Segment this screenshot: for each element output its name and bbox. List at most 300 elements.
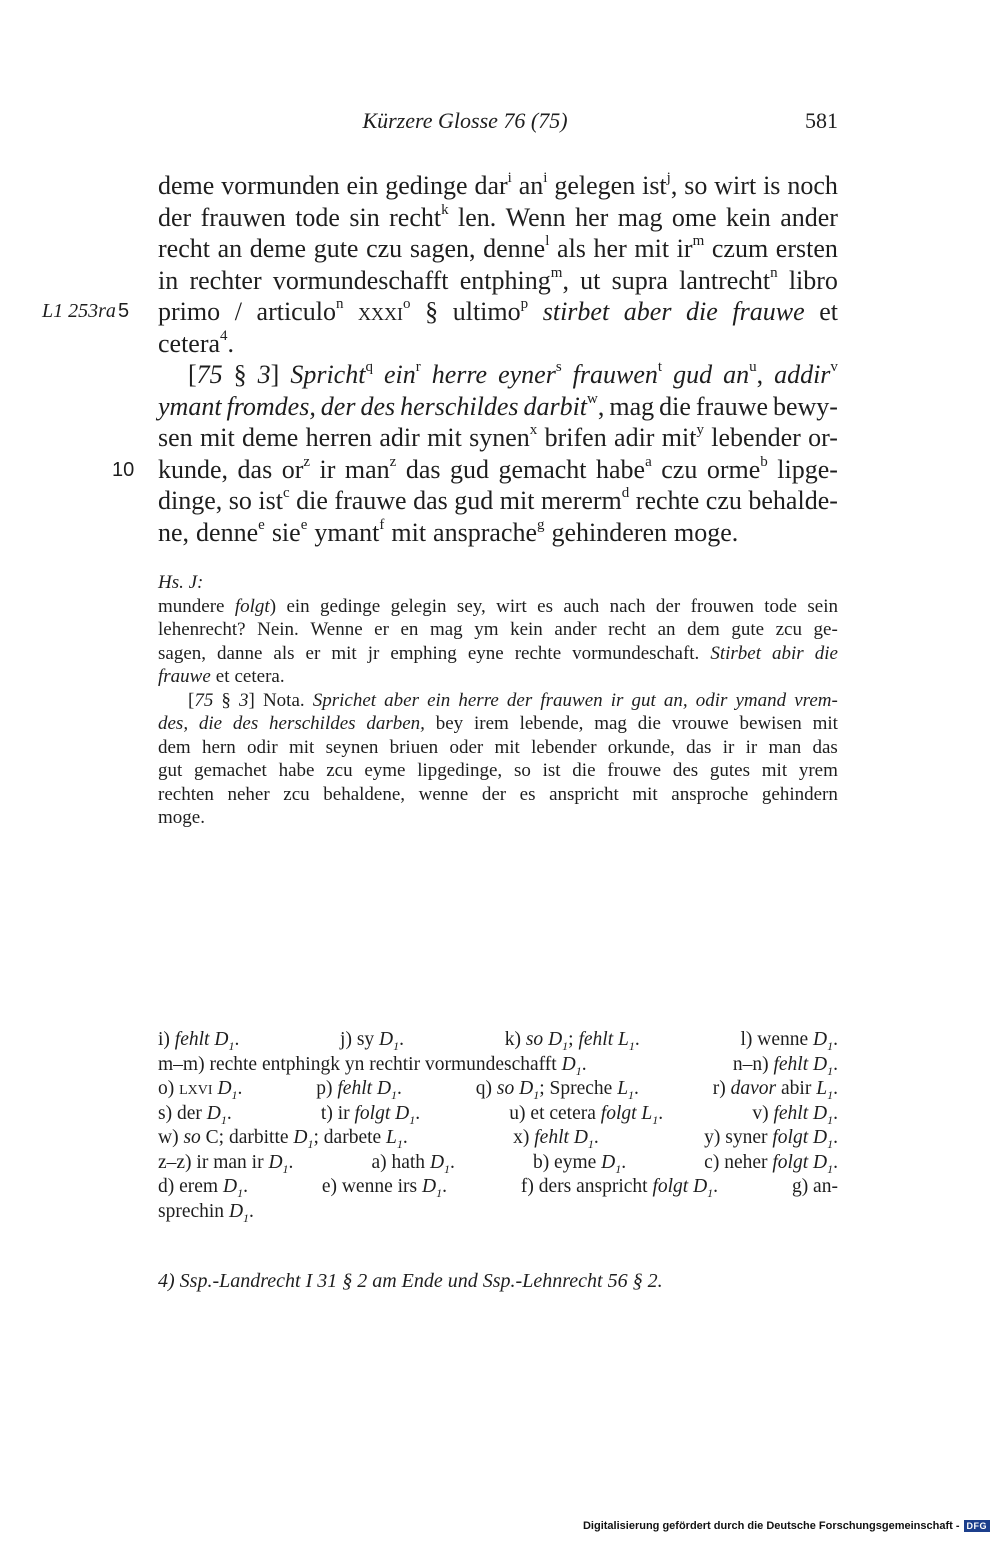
variant-line bbox=[158, 618, 838, 642]
word: cetera. bbox=[234, 666, 285, 687]
word: mit bbox=[427, 423, 462, 452]
word: des, bbox=[158, 713, 189, 734]
word: mit$^y$ bbox=[661, 422, 704, 452]
word: vrem- bbox=[794, 689, 838, 711]
word: fromdes, bbox=[226, 391, 316, 421]
word: denne$^l$ bbox=[483, 233, 550, 263]
text-line bbox=[158, 202, 838, 234]
text-line bbox=[158, 296, 838, 328]
word: sie$^e$ bbox=[271, 516, 308, 547]
word: 3] bbox=[257, 360, 280, 389]
word: moge. bbox=[158, 807, 205, 828]
word: sey, bbox=[456, 595, 486, 617]
variant-line bbox=[158, 642, 838, 666]
word: das bbox=[686, 736, 712, 758]
word: emphing bbox=[390, 642, 457, 664]
word: lehenrecht? bbox=[158, 619, 246, 640]
word: die bbox=[198, 713, 223, 734]
word: so bbox=[684, 171, 708, 200]
word: bewy- bbox=[772, 391, 838, 421]
word: herschildes bbox=[400, 391, 519, 421]
word: er bbox=[305, 642, 321, 664]
variant-line bbox=[158, 736, 838, 760]
word: der bbox=[506, 689, 533, 711]
apparatus-entry: c) neher folgt $D_1$. bbox=[704, 1151, 838, 1176]
apparatus-row bbox=[158, 1028, 838, 1053]
word: czum bbox=[711, 234, 769, 263]
word: als bbox=[557, 234, 586, 263]
word: herre bbox=[431, 360, 488, 389]
word: anspricht bbox=[549, 783, 619, 805]
word: dem bbox=[687, 619, 720, 640]
word: articulo$^n$ bbox=[256, 296, 344, 326]
word: nach bbox=[609, 595, 646, 617]
apparatus-entry: w) so C; darbitte $D_1$; darbete $L_1$. bbox=[158, 1127, 408, 1151]
text-line bbox=[158, 454, 838, 486]
apparatus-entry: s) der $D_1$. bbox=[158, 1102, 232, 1127]
word: die bbox=[814, 642, 838, 664]
word: gemachet bbox=[194, 760, 267, 781]
word: gemacht bbox=[498, 454, 587, 484]
word: mundere bbox=[158, 595, 225, 617]
word: mit bbox=[632, 783, 658, 805]
variant-line bbox=[158, 783, 838, 807]
word: gehinderen bbox=[551, 517, 667, 547]
word: czu bbox=[366, 234, 403, 263]
word: ein$^r$ bbox=[383, 359, 421, 389]
word: herre bbox=[458, 689, 499, 711]
word: eyme bbox=[364, 760, 406, 781]
apparatus-row bbox=[158, 1151, 838, 1176]
word: tode bbox=[295, 202, 340, 232]
word: § bbox=[233, 360, 247, 389]
variant-line bbox=[158, 595, 838, 619]
text-line bbox=[158, 328, 838, 360]
word: mit bbox=[761, 760, 788, 781]
word: der bbox=[655, 595, 681, 617]
apparatus-entry: q) so $D_1$; Spreche $L_1$. bbox=[475, 1078, 639, 1102]
word: ist$^j$, bbox=[642, 170, 678, 200]
word: en bbox=[400, 619, 419, 640]
word: an, bbox=[663, 689, 688, 711]
word: addir$^v$ bbox=[774, 359, 838, 389]
word: frouwen bbox=[690, 595, 754, 617]
word: gelegen bbox=[554, 171, 636, 200]
word: kunde, bbox=[158, 454, 229, 484]
word: ym bbox=[474, 619, 499, 640]
word: deme bbox=[158, 171, 215, 200]
word: zcu bbox=[775, 619, 802, 640]
word: darbit$^w$, bbox=[523, 390, 605, 421]
apparatus-entry: d) erem $D_1$. bbox=[158, 1176, 248, 1200]
word: czu bbox=[705, 486, 742, 515]
word: Nota. bbox=[262, 689, 305, 711]
word: $or^z$ bbox=[281, 453, 311, 484]
apparatus-entry: b) eyme $D_1$. bbox=[532, 1151, 627, 1176]
text-line bbox=[158, 359, 838, 391]
apparatus-entry: y) syner folgt $D_1$. bbox=[704, 1127, 838, 1151]
word: kein bbox=[510, 619, 543, 640]
credit-text: Digitalisierung gefördert durch die Deutsche Forschungsgemeinschaft - bbox=[582, 1520, 960, 1532]
word: ne, bbox=[158, 517, 190, 547]
word: die bbox=[296, 486, 328, 515]
word: irem bbox=[473, 713, 509, 734]
word: frauwe bbox=[732, 297, 805, 326]
word: sagen, bbox=[409, 234, 476, 263]
word: briuen bbox=[389, 736, 439, 758]
word: mit bbox=[200, 423, 235, 452]
word: lipge- bbox=[777, 454, 838, 484]
word: her bbox=[593, 234, 627, 263]
word: vrouwe bbox=[671, 713, 729, 734]
word: folgt) bbox=[234, 595, 277, 617]
word: [75 bbox=[188, 360, 223, 389]
apparatus-entry: p) fehlt $D_1$. bbox=[316, 1078, 402, 1102]
word: des bbox=[360, 391, 396, 421]
text-line bbox=[158, 517, 838, 549]
word: mit bbox=[499, 486, 535, 515]
word: orme$^b$ bbox=[706, 453, 768, 484]
word: len. bbox=[458, 202, 497, 232]
variant-line bbox=[158, 712, 838, 736]
apparatus-entry: k) so $D_1$; fehlt $L_1$. bbox=[504, 1029, 640, 1053]
word: eyne bbox=[467, 642, 504, 664]
word: gud bbox=[673, 360, 713, 389]
word: zcu bbox=[326, 760, 353, 781]
word: abir bbox=[772, 642, 804, 664]
word: dem bbox=[158, 736, 191, 758]
word: gelegin bbox=[390, 595, 447, 617]
word: gut bbox=[158, 760, 183, 781]
word: ein bbox=[427, 689, 451, 711]
word: vormundeschaft. bbox=[572, 642, 700, 664]
word: noch bbox=[787, 171, 838, 200]
word: mag bbox=[609, 391, 655, 421]
word: $an^u$, bbox=[723, 359, 764, 389]
apparatus-entry: x) fehlt $D_1$. bbox=[513, 1127, 599, 1151]
word: wirt bbox=[496, 595, 527, 617]
word: moge. bbox=[674, 517, 739, 547]
text-line bbox=[158, 485, 838, 517]
word: der bbox=[320, 391, 356, 421]
word: die bbox=[637, 713, 661, 734]
word: behaldene, bbox=[323, 783, 406, 805]
word: xxxi$^o$ bbox=[358, 296, 411, 326]
word: danne bbox=[217, 642, 263, 664]
text-line bbox=[158, 233, 838, 265]
word: rechten bbox=[158, 783, 214, 805]
apparatus-entry: r) davor abir $L_1$. bbox=[712, 1078, 838, 1102]
apparatus-entry: e) wenne irs $D_1$. bbox=[321, 1176, 447, 1200]
word: ander bbox=[554, 619, 597, 640]
word: so bbox=[228, 486, 252, 515]
variant-text-block bbox=[158, 571, 838, 830]
apparatus-row bbox=[158, 1053, 838, 1078]
word: ge- bbox=[813, 619, 838, 640]
apparatus-entry: i) fehlt $D_1$. bbox=[158, 1029, 240, 1053]
word: bey bbox=[435, 713, 464, 734]
line-number-10: 10 bbox=[112, 459, 135, 481]
word: sen bbox=[158, 423, 193, 452]
word: frauwen bbox=[540, 689, 603, 711]
apparatus-entry: m–m) rechte entphingk yn rechtir vormundeschafft $D_1$. bbox=[158, 1053, 587, 1078]
apparatus-entry: o) lxvi $D_1$. bbox=[158, 1078, 243, 1102]
word: yrem bbox=[798, 760, 838, 781]
word: recht$^k$ bbox=[389, 201, 449, 232]
word: et bbox=[215, 666, 230, 687]
word: mit bbox=[331, 642, 357, 664]
word: orkunde, bbox=[607, 736, 675, 758]
footnote: 4) Ssp.-Landrecht I 31 § 2 am Ende und Ssp.-Lehnrecht 56 § 2. bbox=[158, 1270, 663, 1292]
apparatus-entry: sprechin $D_1$. bbox=[158, 1200, 254, 1225]
word: ansprache$^g$ bbox=[433, 516, 545, 547]
apparatus-entry: l) wenne $D_1$. bbox=[740, 1029, 838, 1053]
word: frouwe bbox=[607, 760, 662, 781]
word: frauwe bbox=[334, 486, 407, 515]
word: auch bbox=[563, 595, 600, 617]
word: mit bbox=[391, 517, 427, 547]
word: ut bbox=[580, 265, 601, 295]
word: habe$^a$ bbox=[596, 453, 652, 484]
word: § bbox=[221, 689, 231, 711]
word: mit bbox=[288, 736, 315, 758]
word: sein bbox=[807, 595, 838, 617]
word: gud bbox=[454, 486, 494, 515]
word: darben, bbox=[366, 713, 425, 734]
word: ander bbox=[780, 202, 838, 232]
word: lebende, bbox=[519, 713, 584, 734]
word: rechter bbox=[189, 265, 262, 295]
word: vormundeschafft bbox=[272, 265, 449, 295]
word: ymant bbox=[158, 391, 222, 421]
word: wirt bbox=[714, 171, 757, 200]
word: man bbox=[768, 736, 802, 758]
word: habe bbox=[278, 760, 315, 781]
word: eyner$^s$ bbox=[498, 359, 562, 389]
text-line bbox=[158, 391, 838, 423]
variant-line bbox=[158, 689, 838, 713]
text-line bbox=[158, 170, 838, 202]
word: et bbox=[819, 297, 838, 326]
word: deme bbox=[249, 234, 307, 263]
word: Wenne bbox=[310, 619, 363, 640]
word: mag bbox=[617, 202, 663, 232]
word: mit bbox=[634, 234, 670, 263]
variant-line bbox=[158, 759, 838, 783]
word: an bbox=[657, 619, 676, 640]
word: ir bbox=[745, 736, 758, 758]
word: synen$^x$ bbox=[469, 422, 538, 452]
word: czu bbox=[661, 454, 698, 484]
word: hern bbox=[202, 736, 236, 758]
word: gedinge bbox=[385, 171, 468, 200]
word: herren bbox=[305, 423, 373, 452]
word: odir bbox=[247, 736, 278, 758]
word: tode bbox=[764, 595, 797, 617]
word: in bbox=[158, 265, 179, 295]
word: mag bbox=[429, 619, 463, 640]
word: ansproche bbox=[671, 783, 749, 805]
word: Sprichet bbox=[312, 689, 377, 711]
word: aber bbox=[623, 297, 672, 326]
word: das bbox=[237, 454, 273, 484]
word: her bbox=[575, 202, 609, 232]
critical-apparatus bbox=[158, 1028, 838, 1224]
word: adir bbox=[614, 423, 655, 452]
word: als bbox=[273, 642, 295, 664]
word: gehindern bbox=[761, 783, 838, 805]
word: lebender bbox=[531, 736, 597, 758]
word: ir bbox=[610, 689, 624, 711]
word: ist$^c$ bbox=[258, 485, 290, 515]
apparatus-entry: g) an- bbox=[791, 1176, 838, 1197]
word: ome bbox=[671, 202, 717, 232]
word: adir bbox=[379, 423, 420, 452]
word: ein bbox=[286, 595, 310, 617]
word: cetera$^4$. bbox=[158, 327, 235, 358]
word: frauwen$^t$ bbox=[572, 359, 663, 389]
word: [75 bbox=[188, 689, 214, 711]
apparatus-entry: a) hath $D_1$. bbox=[371, 1151, 455, 1176]
apparatus-entry: n–n) fehlt $D_1$. bbox=[732, 1053, 838, 1078]
word: herschildes bbox=[269, 713, 356, 734]
word: Spricht$^q$ bbox=[290, 359, 373, 389]
word: rechte bbox=[514, 642, 562, 664]
word: mererm$^d$ bbox=[540, 485, 630, 515]
word: gutes bbox=[709, 760, 751, 781]
word: dar$^i$ bbox=[474, 170, 512, 200]
word: lipgedinge, bbox=[417, 760, 503, 781]
word: die bbox=[659, 391, 691, 421]
word: gud bbox=[449, 454, 489, 484]
word: 3] bbox=[239, 689, 255, 711]
word: aber bbox=[384, 689, 419, 711]
apparatus-entry: t) ir folgt $D_1$. bbox=[320, 1102, 421, 1127]
word: stirbet bbox=[542, 297, 610, 326]
word: deme bbox=[242, 423, 299, 452]
word: recht bbox=[158, 234, 210, 263]
word: Nein. bbox=[257, 619, 299, 640]
word: § bbox=[425, 297, 439, 326]
word: jr bbox=[367, 642, 380, 664]
word: die bbox=[686, 297, 718, 326]
word: wenne bbox=[418, 783, 469, 805]
word: ir bbox=[319, 454, 336, 484]
word: denne$^e$ bbox=[196, 516, 265, 547]
apparatus-entry: z–z) ir man ir $D_1$. bbox=[158, 1151, 294, 1176]
apparatus-entry: f) ders anspricht folgt $D_1$. bbox=[520, 1176, 719, 1200]
word: ultimo$^p$ bbox=[452, 296, 529, 326]
word: sagen, bbox=[158, 642, 207, 664]
word: recht bbox=[608, 619, 647, 640]
margin-manuscript-sigle: L1 253ra bbox=[42, 300, 116, 322]
word: dinge, bbox=[158, 486, 223, 515]
word: frauwe bbox=[695, 391, 769, 421]
variant-line bbox=[158, 806, 838, 830]
dfg-logo: DFG bbox=[964, 1520, 991, 1532]
apparatus-row bbox=[158, 1102, 838, 1127]
word: mit bbox=[812, 713, 838, 734]
apparatus-row bbox=[158, 1126, 838, 1151]
word: seynen bbox=[325, 736, 379, 758]
page-number: 581 bbox=[805, 108, 838, 133]
word: gute bbox=[731, 619, 765, 640]
word: kein bbox=[726, 202, 771, 232]
word: ein bbox=[346, 171, 379, 200]
word: supra bbox=[611, 265, 668, 295]
word: Wenn bbox=[505, 202, 566, 232]
word: brifen bbox=[544, 423, 607, 452]
word: man$^z$ bbox=[344, 453, 397, 484]
word: behalde- bbox=[748, 486, 838, 515]
word: ymant$^f$ bbox=[314, 516, 385, 547]
word: es bbox=[537, 595, 553, 617]
word: ir bbox=[722, 736, 735, 758]
word: lebender bbox=[711, 423, 801, 452]
word: lantrecht$^n$ bbox=[679, 264, 778, 295]
running-header-title: Kürzere Glosse 76 (75) bbox=[362, 108, 568, 133]
line-number-5: 5 bbox=[118, 300, 130, 322]
funding-credit bbox=[583, 1520, 990, 1532]
word: oder bbox=[449, 736, 484, 758]
word: $an^i$ bbox=[518, 170, 548, 200]
word: is bbox=[763, 171, 781, 200]
variant-line bbox=[158, 665, 838, 689]
word: rechte bbox=[635, 486, 700, 515]
word: die bbox=[572, 760, 596, 781]
word: zcu bbox=[283, 783, 310, 805]
word: ersten bbox=[775, 234, 838, 263]
apparatus-entry: v) fehlt $D_1$. bbox=[752, 1102, 838, 1127]
word: des bbox=[232, 713, 259, 734]
word: vormunden bbox=[221, 171, 340, 200]
word: gut bbox=[631, 689, 656, 711]
apparatus-row bbox=[158, 1175, 838, 1200]
word: libro bbox=[788, 265, 838, 295]
word: mag bbox=[594, 713, 627, 734]
word: neher bbox=[227, 783, 270, 805]
word: entphing$^m$, bbox=[459, 264, 569, 295]
word: $ir^m$ bbox=[676, 233, 705, 263]
word: sin bbox=[349, 202, 380, 232]
word: so bbox=[513, 760, 531, 781]
word: frauwen bbox=[200, 202, 286, 232]
word: der bbox=[481, 783, 507, 805]
variant-heading: Hs. J: bbox=[158, 572, 204, 593]
word: er bbox=[374, 619, 389, 640]
apparatus-entry: j) sy $D_1$. bbox=[340, 1029, 404, 1053]
word: das bbox=[413, 486, 448, 515]
apparatus-row bbox=[158, 1077, 838, 1102]
text-line bbox=[158, 265, 838, 297]
word: / bbox=[234, 297, 242, 326]
word: primo bbox=[158, 297, 221, 326]
word: das bbox=[405, 454, 441, 484]
word: or- bbox=[808, 423, 838, 452]
word: odir bbox=[695, 689, 728, 711]
main-text bbox=[158, 170, 838, 548]
word: gute bbox=[313, 234, 359, 263]
word: an bbox=[217, 234, 243, 263]
apparatus-entry: u) et cetera folgt $L_1$. bbox=[509, 1102, 664, 1127]
word: es bbox=[519, 783, 536, 805]
word: der bbox=[158, 202, 192, 232]
word: ymand bbox=[735, 689, 787, 711]
word: ist bbox=[542, 760, 561, 781]
word: gedinge bbox=[320, 595, 381, 617]
word: des bbox=[672, 760, 699, 781]
word: mit bbox=[494, 736, 520, 758]
